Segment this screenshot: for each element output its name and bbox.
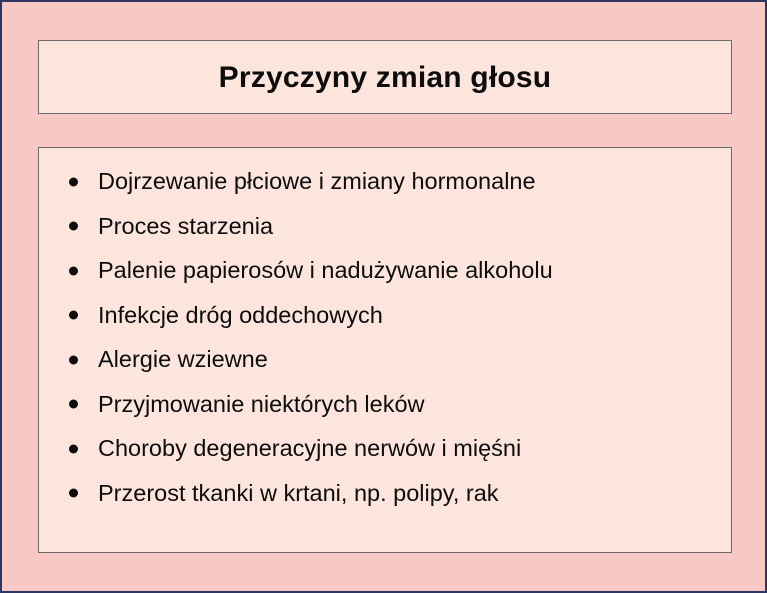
bullet-list [65,170,705,505]
title-placeholder [38,40,732,114]
content-placeholder [38,147,732,553]
list-item-label: Przyjmowanie niektórych leków [98,390,425,417]
list-item-label: Infekcje dróg oddechowych [98,301,383,328]
list-item [65,479,705,506]
list-item-label: Proces starzenia [98,212,274,239]
list-item [65,170,705,194]
bullet-dot-icon [69,311,78,320]
list-item [65,348,705,372]
bullet-dot-icon [69,222,78,231]
list-item-label: Choroby degeneracyjne nerwów i mięśni [98,435,522,461]
page-title: Przyczyny zmian głosu [218,60,552,94]
list-item-label: Dojrzewanie płciowe i zmiany hormonalne [98,168,536,194]
bullet-dot-icon [69,355,78,364]
bullet-dot-icon [69,489,78,498]
bullet-dot-icon [69,400,78,409]
bullet-dot-icon [69,266,78,275]
list-item-label: Palenie papierosów i nadużywanie alkoholu [98,257,553,283]
list-item [65,212,705,239]
list-item-label: Alergie wziewne [98,346,268,372]
bullet-dot-icon [69,177,78,186]
list-item [65,390,705,417]
list-item [65,301,705,328]
bullet-dot-icon [69,444,78,453]
list-item [65,259,705,283]
list-item-label: Przerost tkanki w krtani, np. polipy, rak [98,479,499,506]
list-item [65,437,705,461]
